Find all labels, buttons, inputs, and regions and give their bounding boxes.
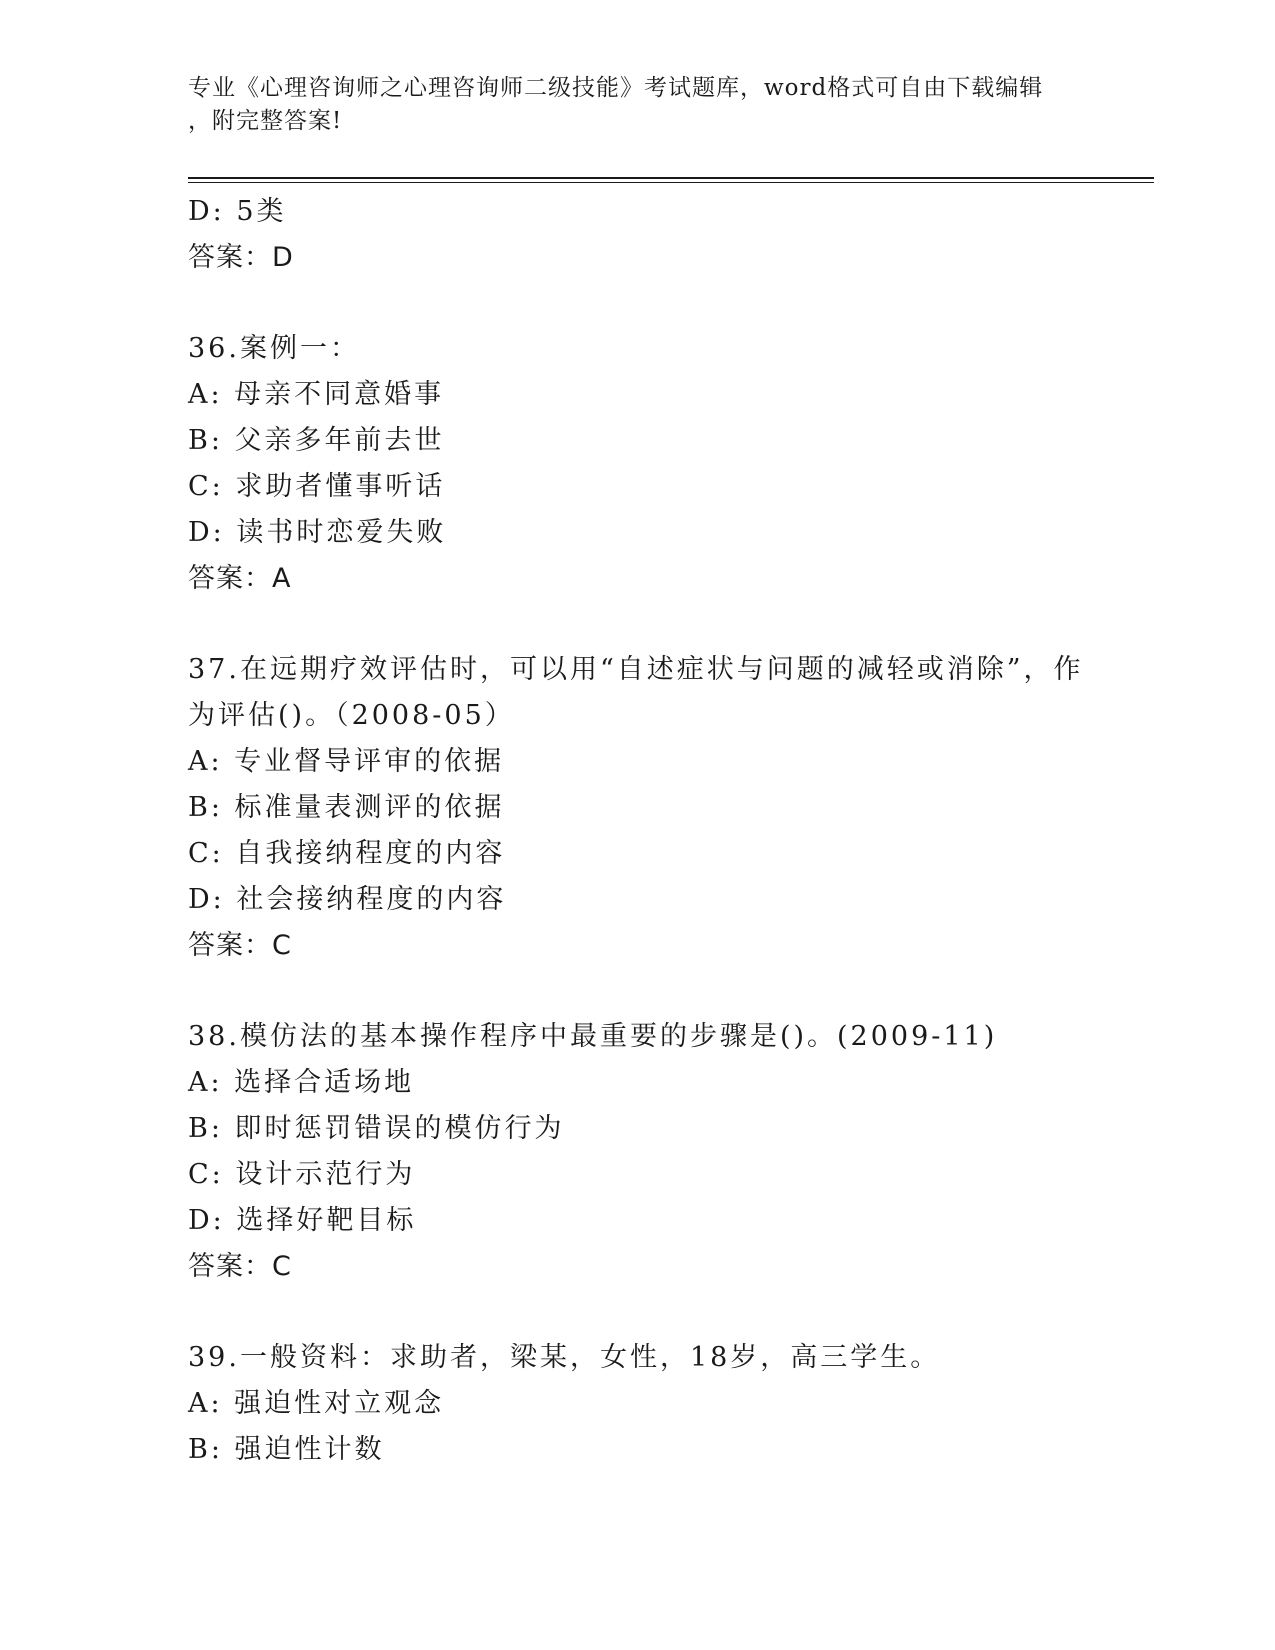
question-stem: 36.案例一： <box>188 333 360 364</box>
header-title-continuation: ，附完整答案! <box>188 108 343 134</box>
option-c: C: 自我接纳程度的内容 <box>188 838 506 869</box>
option-b: B: 标准量表测评的依据 <box>188 792 505 823</box>
question-39 <box>188 1335 1088 1473</box>
answer-line: 答案：A <box>188 563 292 594</box>
question-stem-continuation: 为评估()。（2008-05） <box>188 700 515 731</box>
spacer <box>188 602 1088 647</box>
question-stem: 37.在远期疗效评估时，可以用“自述症状与问题的减轻或消除”，作 <box>188 654 1084 685</box>
question-stem: 39.一般资料：求助者，梁某，女性，18岁，高三学生。 <box>188 1342 941 1373</box>
question-fragment <box>188 189 1088 281</box>
option-a: A: 专业督导评审的依据 <box>188 746 505 777</box>
option-b: B: 父亲多年前去世 <box>188 425 445 456</box>
option-b: B: 强迫性计数 <box>188 1434 385 1465</box>
question-stem: 38.模仿法的基本操作程序中最重要的步骤是()。(2009-11) <box>188 1021 998 1052</box>
option-c: C: 求助者懂事听话 <box>188 471 446 502</box>
question-38 <box>188 1014 1088 1290</box>
question-content <box>188 189 1088 1473</box>
option-d: D: 读书时恋爱失败 <box>188 517 447 548</box>
option-a: A: 选择合适场地 <box>188 1067 415 1098</box>
answer-line: 答案：C <box>188 1251 292 1282</box>
spacer <box>188 969 1088 1014</box>
spacer <box>188 1290 1088 1335</box>
header-title-line: 专业《心理咨询师之心理咨询师二级技能》考试题库，word格式可自由下载编辑 <box>188 75 1044 101</box>
spacer <box>188 281 1088 326</box>
option-b: B: 即时惩罚错误的模仿行为 <box>188 1113 565 1144</box>
question-36 <box>188 326 1088 602</box>
question-37 <box>188 647 1088 969</box>
answer-line: 答案：D <box>188 242 294 273</box>
option-a: A: 母亲不同意婚事 <box>188 379 445 410</box>
option-a: A: 强迫性对立观念 <box>188 1388 445 1419</box>
answer-line: 答案：C <box>188 930 292 961</box>
header-divider-thick <box>188 177 1154 179</box>
document-header <box>188 72 1068 138</box>
option-d: D: 5类 <box>188 196 287 227</box>
header-divider-thin <box>188 182 1154 183</box>
option-d: D: 社会接纳程度的内容 <box>188 884 507 915</box>
option-c: C: 设计示范行为 <box>188 1159 416 1190</box>
option-d: D: 选择好靶目标 <box>188 1205 417 1236</box>
